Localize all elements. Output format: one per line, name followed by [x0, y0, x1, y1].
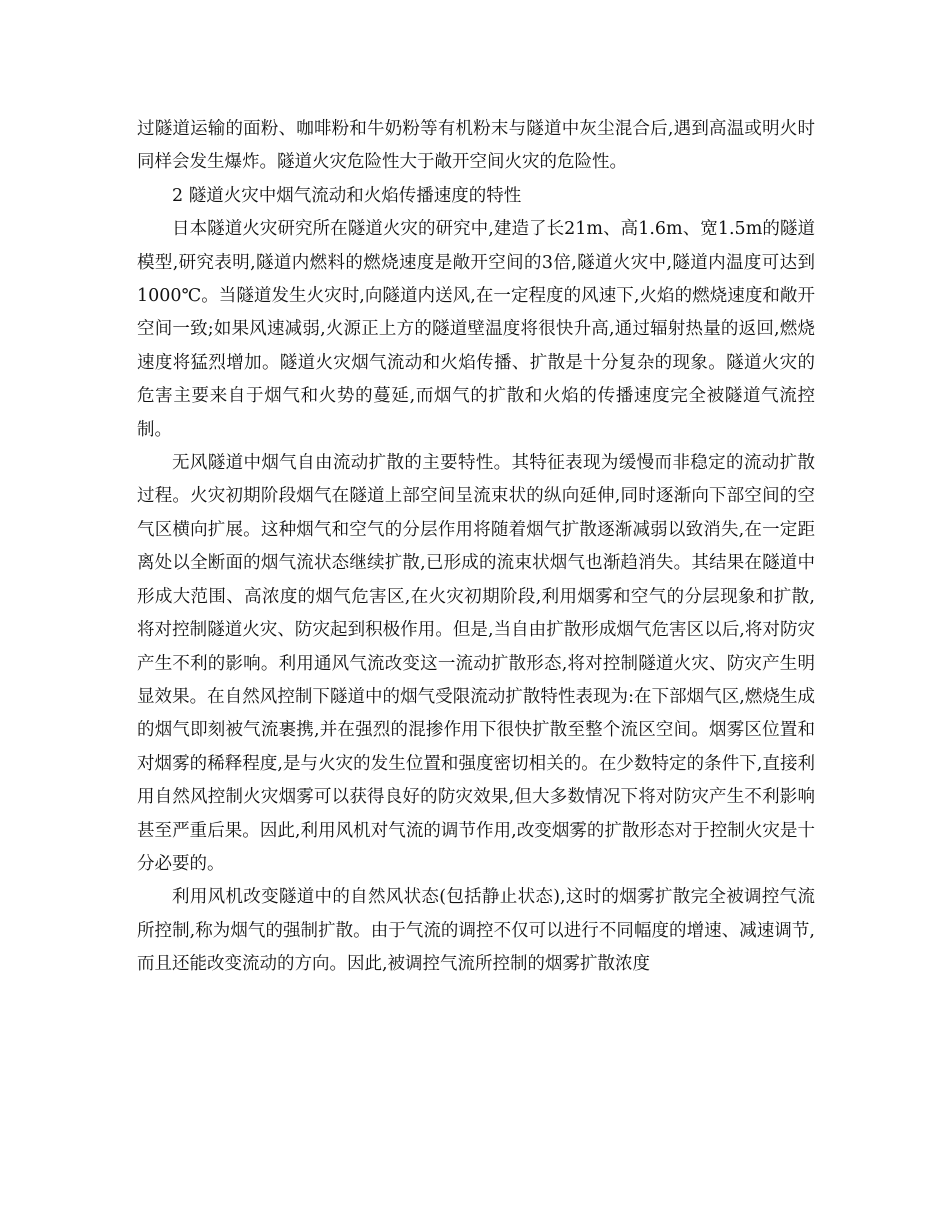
- paragraph-continuation: 过隧道运输的面粉、咖啡粉和牛奶粉等有机粉末与隧道中灰尘混合后,遇到高温或明火时同样会发生爆炸。隧道火灾危险性大于敞开空间火灾的危险性。: [137, 119, 815, 173]
- document-body: [137, 113, 815, 982]
- paragraph-free-smoke-diffusion: 无风隧道中烟气自由流动扩散的主要特性。其特征表现为缓慢而非稳定的流动扩散过程。火灾初期阶段烟气在隧道上部空间呈流束状的纵向延伸,同时逐渐向下部空间的空气区横向扩展。这种烟气和空气的分层作用将随着烟气扩散逐渐减弱以致消失,在一定距离处以全断面的烟气流状态继续扩散,已形成的流束状烟气也渐趋消失。其结果在隧道中形成大范围、高浓度的烟气危害区,在火灾初期阶段,利用烟雾和空气的分层现象和扩散,将对控制隧道火灾、防灾起到积极作用。但是,当自由扩散形成烟气危害区以后,将对防灾产生不利的影响。利用通风气流改变这一流动扩散形态,将对控制隧道火灾、防灾产生明显效果。在自然风控制下隧道中的烟气受限流动扩散特性表现为:在下部烟气区,燃烧生成的烟气即刻被气流裹携,并在强烈的混掺作用下很快扩散至整个流区空间。烟雾区位置和对烟雾的稀释程度,是与火灾的发生位置和强度密切相关的。在少数特定的条件下,直接利用自然风控制火灾烟雾可以获得良好的防灾效果,但大多数情况下将对防灾产生不利影响甚至严重后果。因此,利用风机对气流的调节作用,改变烟雾的扩散形态对于控制火灾是十分必要的。: [137, 453, 815, 874]
- section-heading: 2 隧道火灾中烟气流动和火焰传播速度的特性: [172, 185, 522, 206]
- paragraph-tunnel-model-study: 日本隧道火灾研究所在隧道火灾的研究中,建造了长21m、高1.6m、宽1.5m的隧道模型,研究表明,隧道内燃料的燃烧速度是敞开空间的3倍,隧道火灾中,隧道内温度可达到1000℃。当隧道发生火灾时,向隧道内送风,在一定程度的风速下,火焰的燃烧速度和敞开空间一致;如果风速减弱,火源正上方的隧道壁温度将很快升高,通过辐射热量的返回,燃烧速度将猛烈增加。隧道火灾烟气流动和火焰传播、扩散是十分复杂的现象。隧道火灾的危害主要来自于烟气和火势的蔓延,而烟气的扩散和火焰的传播速度完全被隧道气流控制。: [137, 219, 815, 440]
- paragraph-forced-diffusion: 利用风机改变隧道中的自然风状态(包括静止状态),这时的烟雾扩散完全被调控气流所控制,称为烟气的强制扩散。由于气流的调控不仅可以进行不同幅度的增速、减速调节,而且还能改变流动的方向。因此,被调控气流所控制的烟雾扩散浓度: [137, 887, 815, 975]
